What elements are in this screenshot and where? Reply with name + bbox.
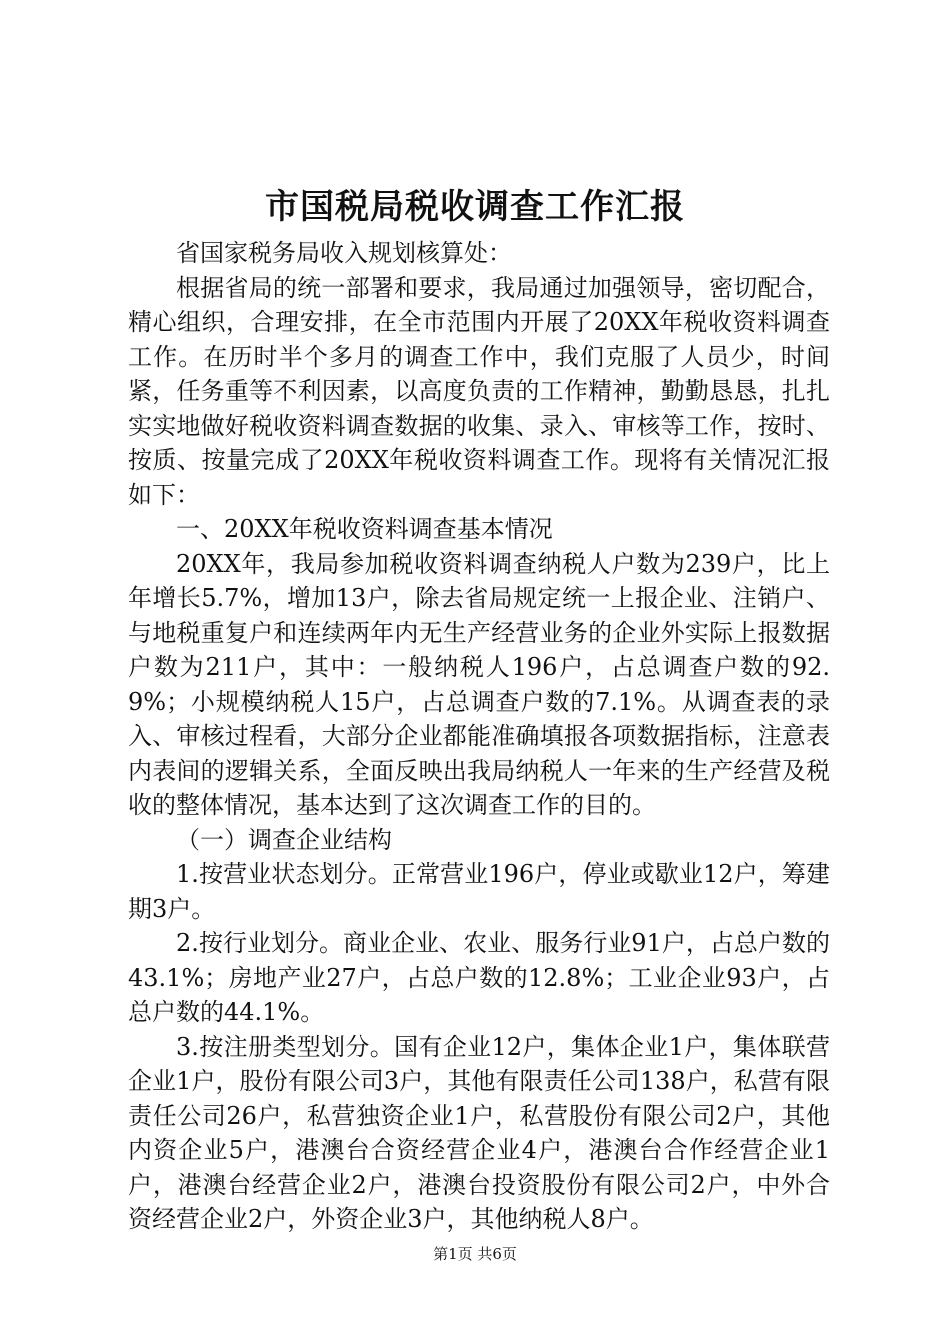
document-title: 市国税局税收调查工作汇报	[265, 187, 685, 227]
page-number-footer: 第1页 共6页	[433, 1245, 517, 1263]
intro-paragraph: 根据省局的统一部署和要求，我局通过加强领导，密切配合，精心组织，合理安排，在全市范围内开展了20XX年税收资料调查工作。在历时半个多月的调查工作中，我们克服了人员少，时间紧，任务重等不利因素，以高度负责的工作精神，勤勤恳恳，扎扎实实地做好税收资料调查数据的收集、录入、审核等工作，按时、按质、按量完成了20XX年税收资料调查工作。现将有关情况汇报如下：	[128, 273, 830, 509]
subsection-heading: （一）调查企业结构	[176, 825, 392, 854]
section-heading: 一、20XX年税收资料调查基本情况	[176, 515, 553, 543]
list-item-business-status: 1.按营业状态划分。正常营业196户，停业或歇业12户，筹建期3户。	[128, 860, 830, 923]
list-item-industry: 2.按行业划分。商业企业、农业、服务行业91户，占总户数的43.1%；房地产业27户，占总户数的12.8%；工业企业93户，占总户数的44.1%。	[128, 929, 830, 1026]
salutation-paragraph: 省国家税务局收入规划核算处：	[176, 239, 512, 267]
list-item-registration-type: 3.按注册类型划分。国有企业12户，集体企业1户，集体联营企业1户，股份有限公司3户，其他有限责任公司138户，私营有限责任公司26户，私营独资企业1户，私营股份有限公司2户，其他内资企业5户，港澳台合资经营企业4户，港澳台合作经营企业1户，港澳台经营企业2户，港澳台投资股份有限公司2户，中外合资经营企业2户，外资企业3户，其他纳税人8户。	[128, 1032, 830, 1233]
basic-situation-paragraph: 20XX年，我局参加税收资料调查纳税人户数为239户，比上年增长5.7%，增加13户，除去省局规定统一上报企业、注销户、与地税重复户和连续两年内无生产经营业务的企业外实际上报数据户数为211户，其中：一般纳税人196户，占总调查户数的92.9%；小规模纳税人15户，占总调查户数的7.1%。从调查表的录入、审核过程看，大部分企业都能准确填报各项数据指标，注意表内表间的逻辑关系，全面反映出我局纳税人一年来的生产经营及税收的整体情况，基本达到了这次调查工作的目的。	[128, 549, 830, 819]
document-body	[128, 236, 830, 1237]
